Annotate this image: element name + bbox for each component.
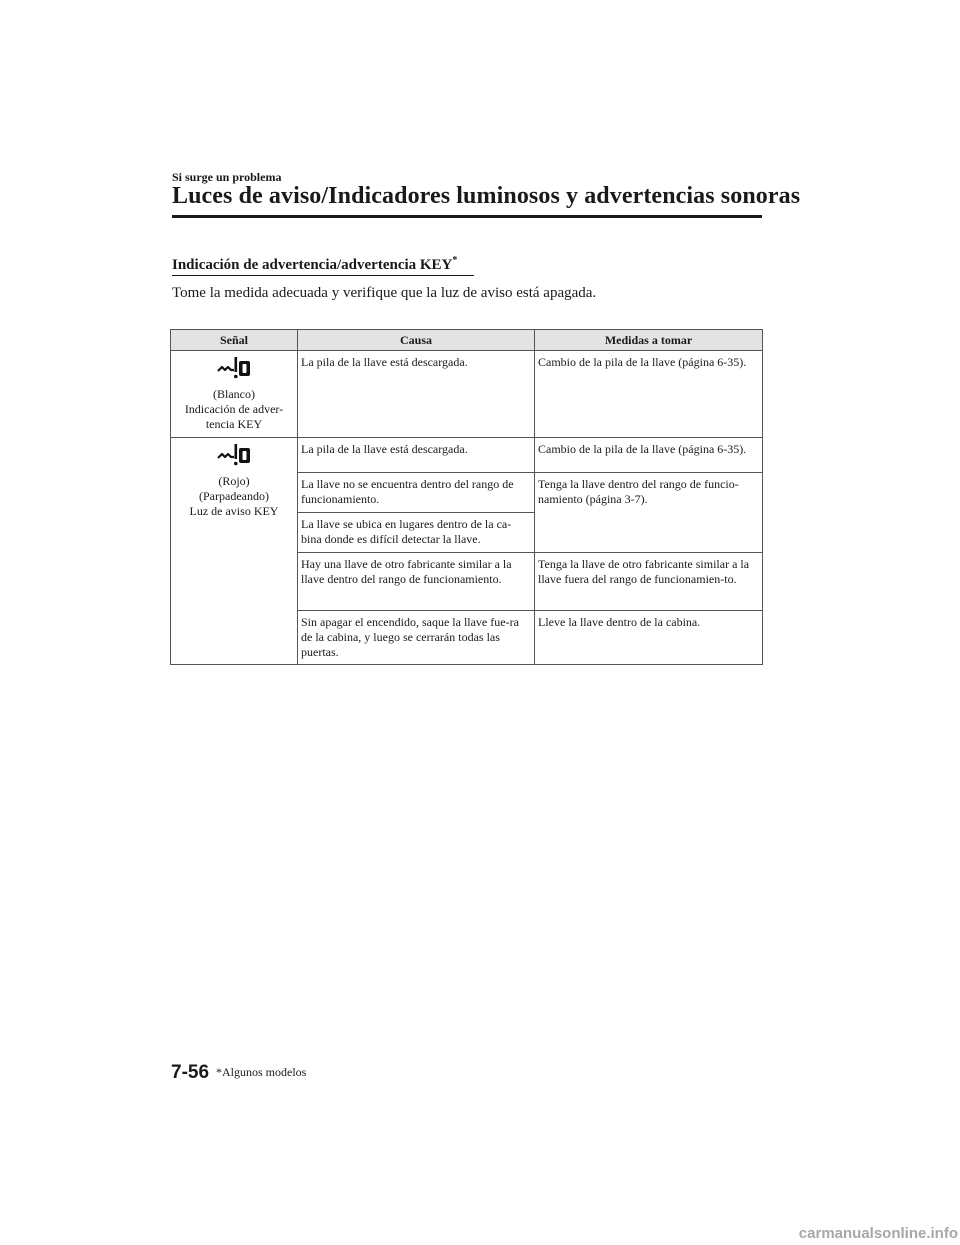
sub-heading-text: Indicación de advertencia/advertencia KEY — [172, 257, 453, 273]
signal-desc-2: Luz de aviso KEY — [189, 504, 279, 518]
action-cell: Cambio de la pila de la llave (página 6-35). — [535, 351, 763, 438]
table-row — [171, 351, 763, 438]
header-cause: Causa — [298, 330, 535, 351]
title-rule — [172, 215, 762, 218]
signal-cell-white — [171, 351, 298, 438]
sub-heading — [172, 255, 457, 274]
cause-cell: Hay una llave de otro fabricante similar a la llave dentro del rango de funcionamiento. — [298, 553, 535, 611]
cause-cell: La pila de la llave está descargada. — [298, 438, 535, 473]
page-title: Luces de aviso/Indicadores luminosos y advertencias sonoras — [172, 183, 801, 209]
key-warning-icon — [216, 355, 252, 381]
table-header-row — [171, 330, 763, 351]
signal-desc-1: (Parpadeando) — [199, 489, 269, 503]
page-number: 7-56 — [171, 1062, 210, 1083]
intro-text: Tome la medida adecuada y verifique que la luz de aviso está apagada. — [172, 285, 597, 301]
section-label: Si surge un problema — [172, 170, 282, 184]
cause-cell: La pila de la llave está descargada. — [298, 351, 535, 438]
cause-cell: Sin apagar el encendido, saque la llave fue-ra de la cabina, y luego se cerrarán todas las puertas. — [298, 611, 535, 665]
action-cell: Tenga la llave dentro del rango de funcio-namiento (página 3-7). — [535, 473, 763, 553]
action-cell: Cambio de la pila de la llave (página 6-35). — [535, 438, 763, 473]
header-action: Medidas a tomar — [535, 330, 763, 351]
cause-cell: La llave no se encuentra dentro del rango de funcionamiento. — [298, 473, 535, 513]
header-signal: Señal — [171, 330, 298, 351]
warning-table — [170, 329, 763, 665]
optional-model-mark: * — [452, 255, 458, 266]
signal-color: (Rojo) — [218, 474, 250, 488]
footnote: *Algunos modelos — [216, 1065, 307, 1079]
action-cell: Tenga la llave de otro fabricante similar a la llave fuera del rango de funcionamien-to. — [535, 553, 763, 611]
watermark: carmanualsonline.info — [798, 1225, 958, 1242]
table-row — [171, 438, 763, 473]
key-warning-icon — [216, 442, 252, 468]
signal-desc-2: tencia KEY — [205, 417, 263, 431]
signal-desc-1: Indicación de adver- — [184, 402, 284, 416]
cause-cell: La llave se ubica en lugares dentro de la ca-bina donde es difícil detectar la llave. — [298, 513, 535, 553]
action-cell: Lleve la llave dentro de la cabina. — [535, 611, 763, 665]
signal-color: (Blanco) — [213, 387, 255, 401]
signal-cell-red — [171, 438, 298, 665]
sub-heading-rule — [172, 275, 474, 276]
